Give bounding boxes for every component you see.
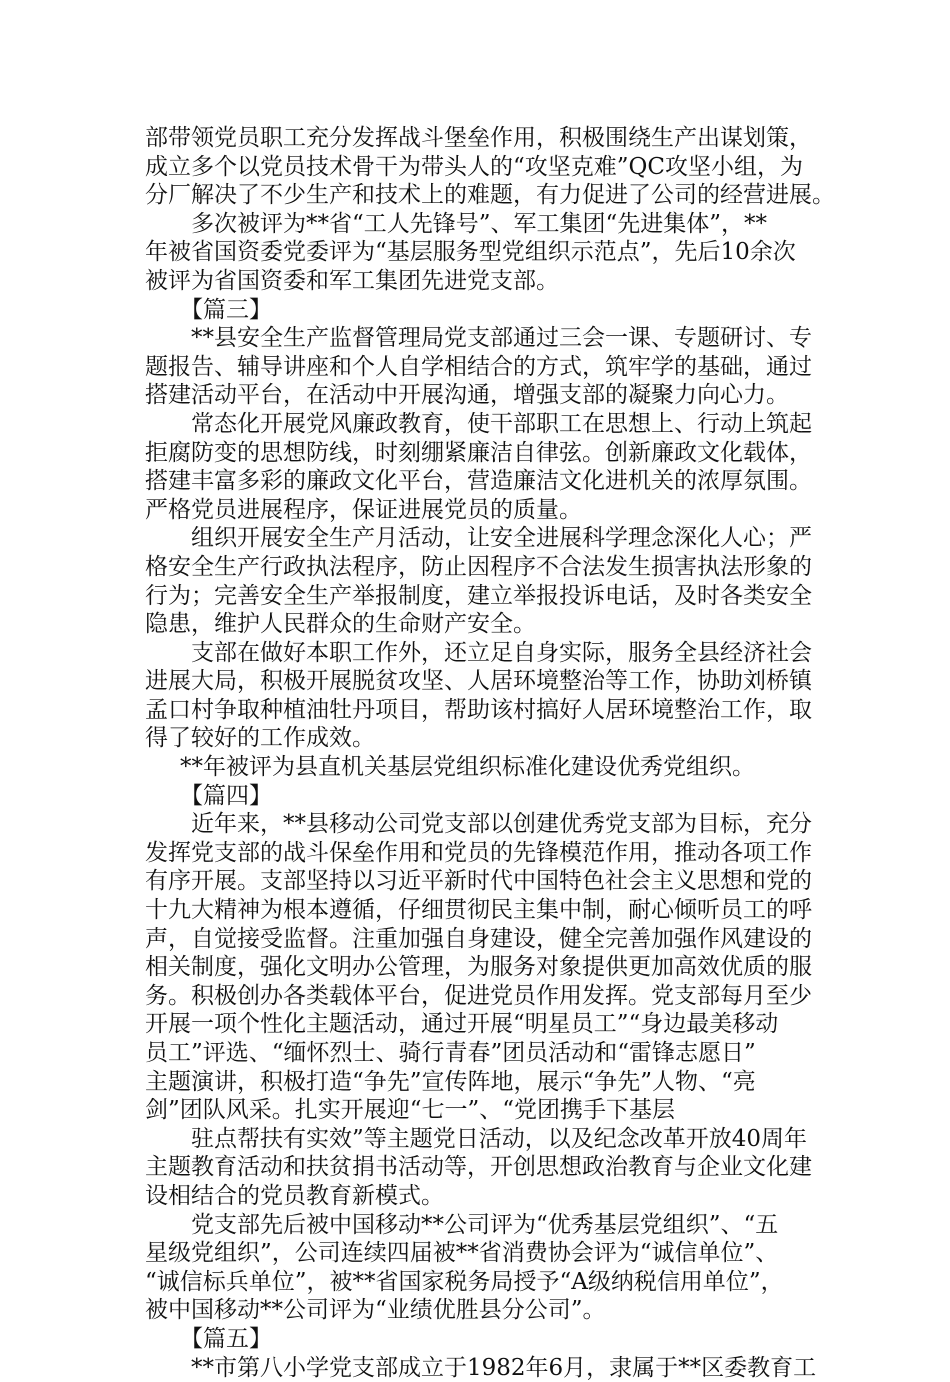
section-heading: 【篇四】	[180, 782, 272, 809]
text-line: 多次被评为**省“工人先锋号”、军工集团“先进集体”，**	[191, 210, 768, 237]
text-line: 得了较好的工作成效。	[145, 725, 375, 752]
document-body	[145, 124, 835, 1382]
text-line: 行为；完善安全生产举报制度，建立举报投诉电话，及时各类安全	[145, 582, 812, 609]
text-line: 拒腐防变的思想防线，时刻绷紧廉洁自律弦。创新廉政文化载体，	[145, 439, 812, 466]
text-line: 主题演讲，积极打造“争先”宣传阵地，展示“争先”人物、“亮	[145, 1068, 756, 1095]
text-line: 开展一项个性化主题活动，通过开展“明星员工”“身边最美移动	[145, 1011, 779, 1038]
text-line: **市第八小学党支部成立于1982年6月，隶属于**区委教育工	[191, 1354, 817, 1381]
text-line: 星级党组织”，公司连续四届被**省消费协会评为“诚信单位”、	[145, 1240, 779, 1267]
text-line: 进展大局，积极开展脱贫攻坚、人居环境整治等工作，协助刘桥镇	[145, 668, 812, 695]
text-line: **县安全生产监督管理局党支部通过三会一课、专题研讨、专	[191, 325, 812, 352]
text-line: 题报告、辅导讲座和个人自学相结合的方式，筑牢学的基础，通过	[145, 353, 812, 380]
text-line: 隐患，维护人民群众的生命财产安全。	[145, 611, 536, 638]
text-line: 组织开展安全生产月活动，让安全进展科学理念深化人心；严	[191, 525, 812, 552]
text-line: 支部在做好本职工作外，还立足自身实际，服务全县经济社会	[191, 639, 812, 666]
text-line: 声，自觉接受监督。注重加强自身建设，健全完善加强作风建设的	[145, 925, 812, 952]
text-line: 党支部先后被中国移动**公司评为“优秀基层党组织”、“五	[191, 1211, 779, 1238]
text-line: 成立多个以党员技术骨干为带头人的“攻坚克难”QC攻坚小组，为	[145, 153, 803, 180]
text-line: **年被评为县直机关基层党组织标准化建设优秀党组织。	[180, 754, 755, 781]
text-line: 格安全生产行政执法程序，防止因程序不合法发生损害执法形象的	[145, 553, 812, 580]
text-line: 严格党员进展程序，保证进展党员的质量。	[145, 496, 582, 523]
text-line: 搭建活动平台，在活动中开展沟通，增强支部的凝聚力向心力。	[145, 382, 789, 409]
text-line: 务。积极创办各类载体平台，促进党员作用发挥。党支部每月至少	[145, 982, 812, 1009]
section-heading: 【篇三】	[180, 296, 272, 323]
text-line: 主题教育活动和扶贫捐书活动等，开创思想政治教育与企业文化建	[145, 1154, 812, 1181]
text-line: 相关制度，强化文明办公管理，为服务对象提供更加高效优质的服	[145, 954, 812, 981]
text-line: 搭建丰富多彩的廉政文化平台，营造廉洁文化进机关的浓厚氛围。	[145, 468, 812, 495]
text-line: 驻点帮扶有实效”等主题党日活动，以及纪念改革开放40周年	[191, 1125, 808, 1152]
text-line: 发挥党支部的战斗保垒作用和党员的先锋模范作用，推动各项工作	[145, 839, 812, 866]
section-heading: 【篇五】	[180, 1325, 272, 1352]
text-line: 分厂解决了不少生产和技术上的难题，有力促进了公司的经营进展。	[145, 182, 835, 209]
text-line: 十九大精神为根本遵循，仔细贯彻民主集中制，耐心倾听员工的呼	[145, 897, 812, 924]
text-line: 被评为省国资委和军工集团先进党支部。	[145, 267, 559, 294]
text-line: 常态化开展党风廉政教育，使干部职工在思想上、行动上筑起	[191, 410, 812, 437]
text-line: 近年来，**县移动公司党支部以创建优秀党支部为目标，充分	[191, 811, 812, 838]
text-line: 设相结合的党员教育新模式。	[145, 1182, 444, 1209]
text-line: “诚信标兵单位”，被**省国家税务局授予“A级纳税信用单位”，	[145, 1268, 784, 1295]
text-line: 员工”评选、“缅怀烈士、骑行青春”团员活动和“雷锋志愿日”	[145, 1040, 756, 1066]
text-line: 有序开展。支部坚持以习近平新时代中国特色社会主义思想和党的	[145, 868, 812, 895]
text-line: 剑”团队风采。扎实开展迎“七一”、“党团携手下基层	[145, 1097, 676, 1124]
text-line: 被中国移动**公司评为“业绩优胜县分公司”。	[145, 1297, 606, 1324]
text-line: 部带领党员职工充分发挥战斗堡垒作用，积极围绕生产出谋划策，	[145, 125, 812, 151]
text-line: 孟口村争取种植油牡丹项目，帮助该村搞好人居环境整治工作，取	[145, 696, 812, 723]
text-line: 年被省国资委党委评为“基层服务型党组织示范点”，先后10余次	[145, 239, 796, 266]
